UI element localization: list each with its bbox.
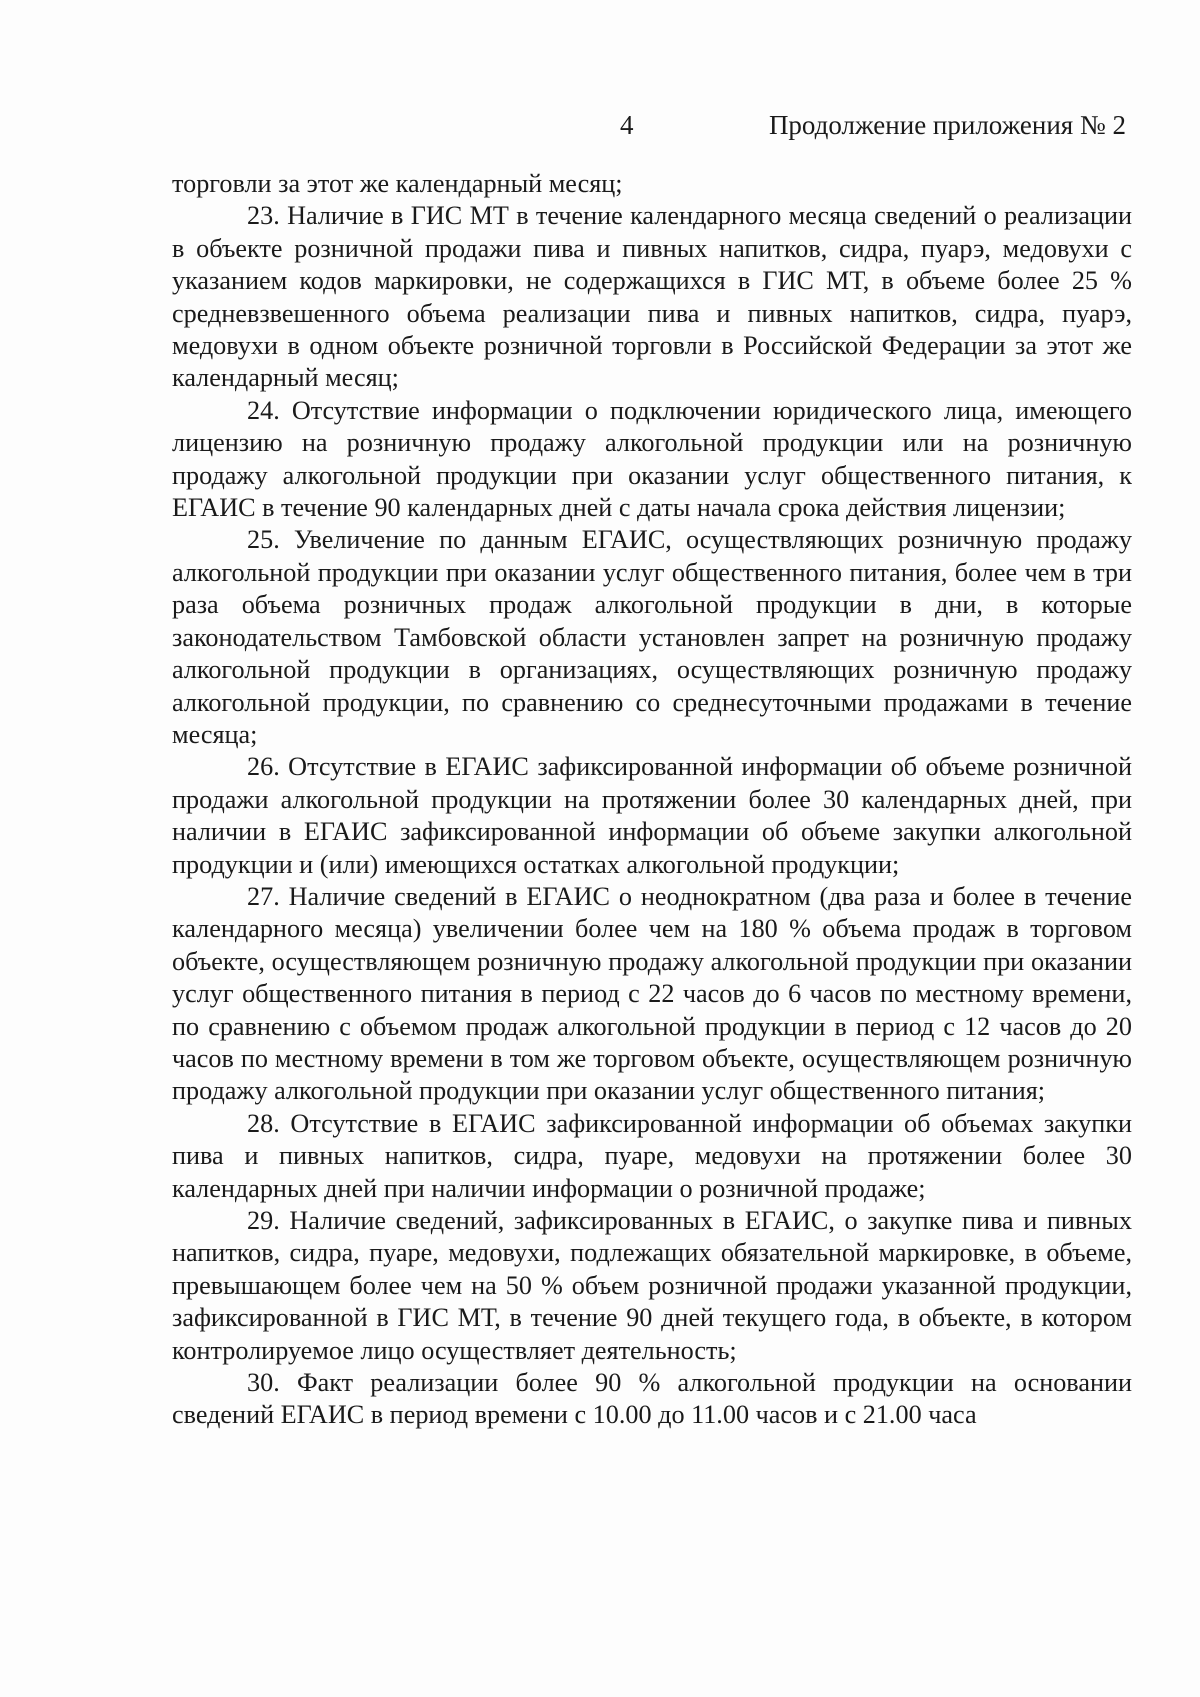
list-item-27: 27. Наличие сведений в ЕГАИС о неоднократном (два раза и более в течение календарного месяца) увеличении более чем на 180 % объема продаж в торговом объекте, осуществляющем розничную продажу алкогольной продукции при оказании услуг общественного питания в период с 22 часов до 6 часов по местному времени, по сравнению с объемом продаж алкогольной продукции в период с 12 часов до 20 часов по местному времени в том же торговом объекте, осуществляющем розничную продажу алкогольной продукции при оказании услуг общественного питания; <box>172 881 1132 1106</box>
list-item-28: 28. Отсутствие в ЕГАИС зафиксированной информации об объемах закупки пива и пивных напитков, сидра, пуаре, медовухи на протяжении более 30 календарных дней при наличии информации о розничной продаже; <box>172 1108 1132 1203</box>
list-item-29: 29. Наличие сведений, зафиксированных в ЕГАИС, о закупке пива и пивных напитков, сидра, пуаре, медовухи, подлежащих обязательной маркировке, в объеме, превышающем более чем на 50 % объем розничной продажи указанной продукции, зафиксированной в ГИС МТ, в течение 90 дней текущего года, в объекте, в котором контролируемое лицо осуществляет деятельность; <box>172 1206 1132 1365</box>
page-header <box>0 110 1200 150</box>
list-item-26: 26. Отсутствие в ЕГАИС зафиксированной информации об объеме розничной продажи алкогольной продукции на протяжении более 30 календарных дней, при наличии в ЕГАИС зафиксированной информации об объеме закупки алкогольной продукции и (или) имеющихся остатках алкогольной продукции; <box>172 752 1132 879</box>
continued-text: торговли за этот же календарный месяц; <box>172 169 623 198</box>
page-number: 4 <box>620 110 634 140</box>
appendix-continuation-label: Продолжение приложения № 2 <box>768 110 1126 140</box>
document-body <box>172 168 1132 1432</box>
list-item-30: 30. Факт реализации более 90 % алкогольной продукции на основании сведений ЕГАИС в период времени с 10.00 до 11.00 часов и с 21.00 часа <box>172 1368 1132 1430</box>
list-item-24: 24. Отсутствие информации о подключении юридического лица, имеющего лицензию на розничную продажу алкогольной продукции или на розничную продажу алкогольной продукции при оказании услуг общественного питания, к ЕГАИС в течение 90 календарных дней с даты начала срока действия лицензии; <box>172 395 1132 523</box>
list-item-23: 23. Наличие в ГИС МТ в течение календарного месяца сведений о реализации в объекте розничной продажи пива и пивных напитков, сидра, пуарэ, медовухи с указанием кодов маркировки, не содержащихся в ГИС МТ, в объеме более 25 % средневзвешенного объема реализации пива и пивных напитков, сидра, пуарэ, медовухи в одном объекте розничной торговли в Российской Федерации за этот же календарный месяц; <box>172 201 1132 393</box>
list-item-25: 25. Увеличение по данным ЕГАИС, осуществляющих розничную продажу алкогольной продукции при оказании услуг общественного питания, более чем в три раза объема розничных продаж алкогольной продукции в дни, в которые законодательством Тамбовской области установлен запрет на розничную продажу алкогольной продукции в организациях, осуществляющих розничную продажу алкогольной продукции, по сравнению со среднесуточными продажами в течение месяца; <box>172 525 1132 749</box>
